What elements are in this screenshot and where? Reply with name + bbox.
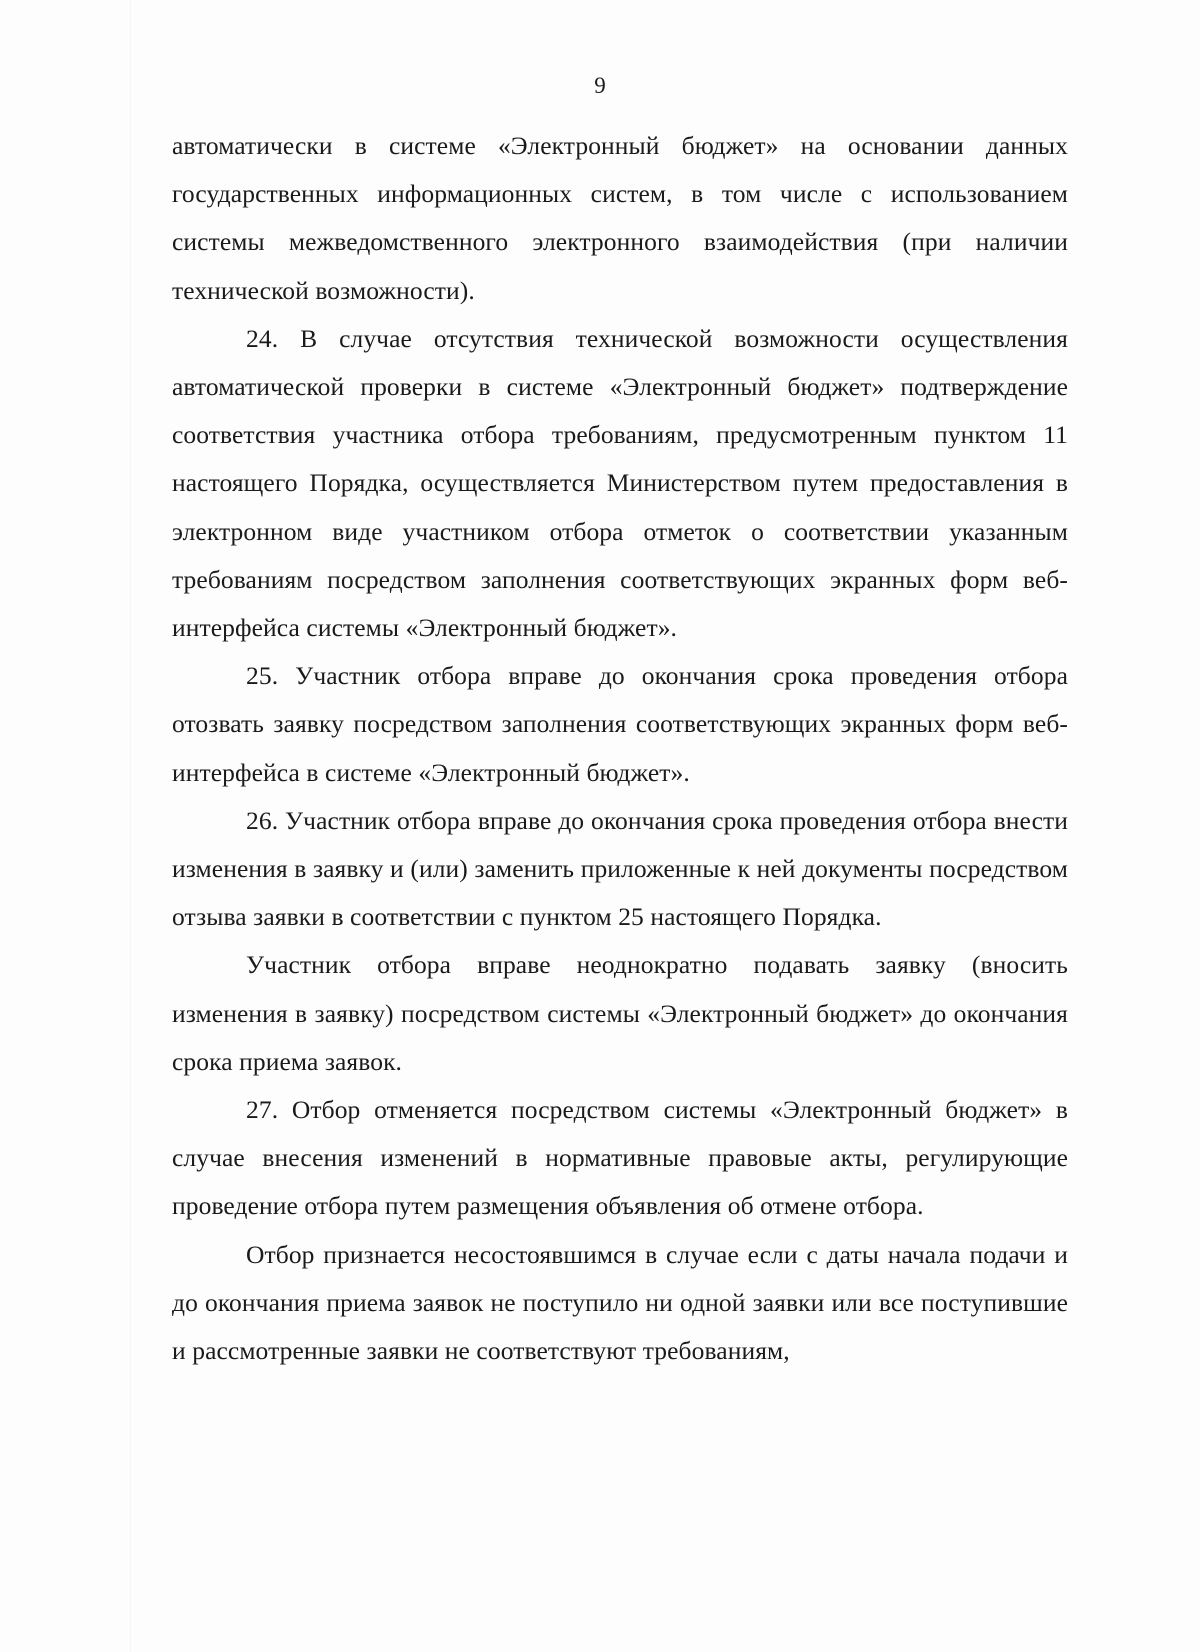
paragraph-26-resubmission: Участник отбора вправе неоднократно подавать заявку (вносить изменения в заявку) посредством системы «Электронный бюджет» до окончания срока приема заявок. [172, 950, 1068, 1076]
scan-edge-shadow [130, 0, 131, 1652]
paragraph-27-failed-selection: Отбор признается несостоявшимся в случае если с даты начала подачи и до окончания приема заявок не поступило ни одной заявки или все поступившие и рассмотренные заявки не соответствуют требованиям, [172, 1239, 1068, 1366]
page-number: 9 [594, 73, 606, 98]
paragraph-24: 24. В случае отсутствия технической возможности осуществления автоматической проверки в системе «Электронный бюджет» подтверждение соответствия участника отбора требованиям, предусмотренным пунктом 11 настоящего Порядка, осуществляется Министерством путем предоставления в электронном виде участником отбора отметок о соответствии указанным требованиям посредством заполнения соответствующих экранных форм веб-интерфейса системы «Электронный бюджет». [172, 323, 1068, 643]
document-body [172, 122, 1068, 1375]
paragraph-26: 26. Участник отбора вправе до окончания срока проведения отбора внести изменения в заявку и (или) заменить приложенные к ней документы посредством отзыва заявки в соответствии с пунктом 25 настоящего Порядка. [172, 805, 1068, 932]
paragraph-27: 27. Отбор отменяется посредством системы «Электронный бюджет» в случае внесения изменений в нормативные правовые акты, регулирующие проведение отбора путем размещения объявления об отмене отбора. [172, 1095, 1068, 1221]
paragraph-continuation: автоматически в системе «Электронный бюджет» на основании данных государственных информационных систем, в том числе с использованием системы межведомственного электронного взаимодействия (при наличии технической возможности). [172, 131, 1068, 305]
paragraph-25: 25. Участник отбора вправе до окончания срока проведения отбора отозвать заявку посредством заполнения соответствующих экранных форм веб-интерфейса в системе «Электронный бюджет». [172, 661, 1068, 787]
